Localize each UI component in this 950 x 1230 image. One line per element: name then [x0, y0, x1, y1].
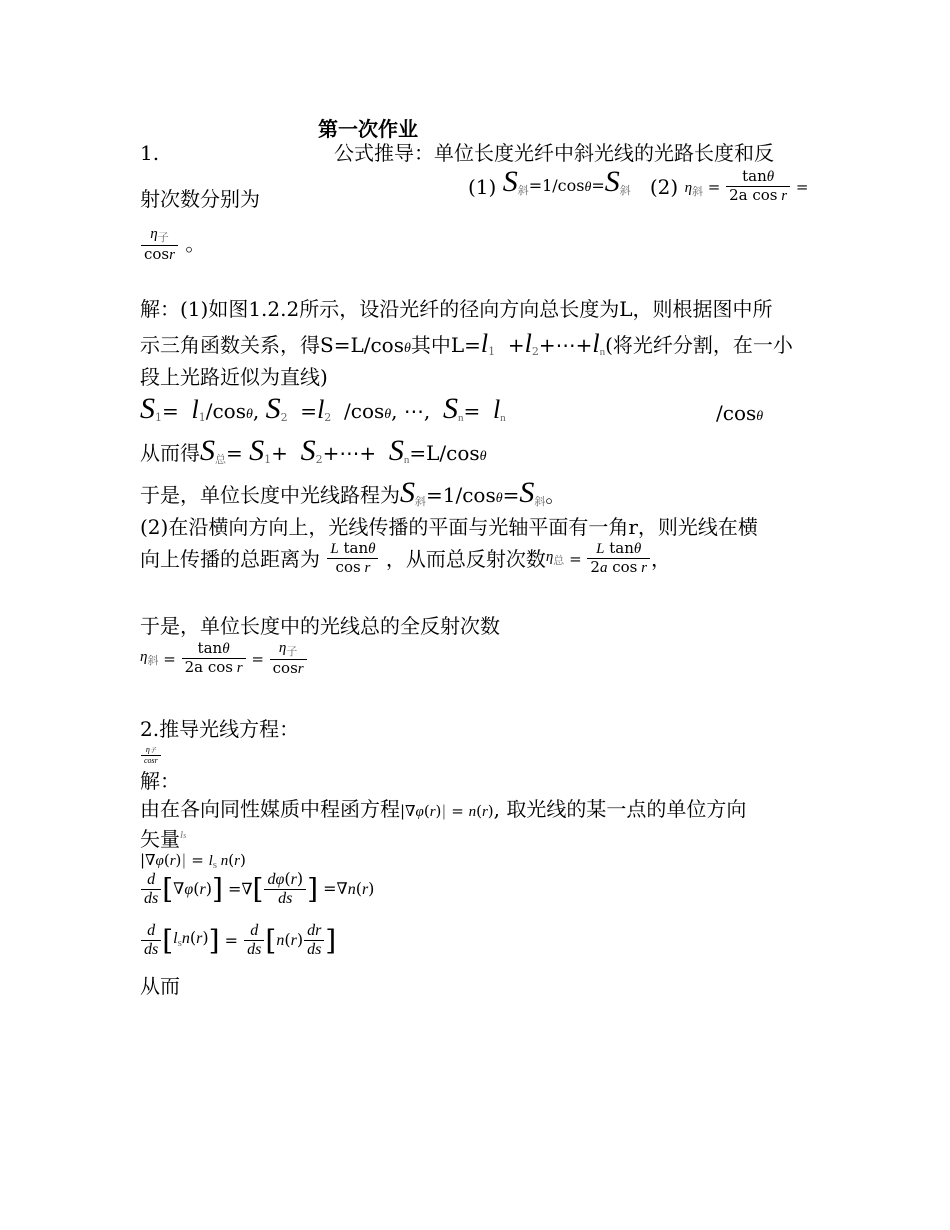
problem1-number: 1.: [140, 141, 160, 165]
solution1-line4: $S_1= l_1/\cos\theta$, $S_2 =l_2$ /cosθ, ⋯, $S_n= l_n$ /cosθ: [140, 392, 764, 425]
solution1-line2: 示三角函数关系，得S=L/cosθ其中$L=l_1$ $+l_2+\cdots+l_n$(将光纤分割，在一小: [140, 329, 793, 358]
problem2-end: 从而: [140, 974, 180, 998]
problem1-line1: [140, 140, 812, 166]
problem1-intro2: 射次数分别为: [140, 187, 260, 211]
formula-1-and-2: (1) $S_斜=1/\cos\theta=S_斜$ (2) $\eta_斜$ = $\frac{\tan\theta}{\text{2a cos r}}$ =: [468, 165, 809, 205]
equation-derivative-1: $\frac{d}{ds}$ [∇φ(r)] =∇[ $\frac{d\varphi(r)}{ds}$ ] =∇n(r): [140, 870, 812, 916]
page-title: 第一次作业: [318, 117, 418, 141]
formula-1-label: (1): [468, 174, 497, 199]
solution1-line10: $\eta_斜$ = $\frac{\tan\theta}{\text{2a cos r}}$ = $\frac{\eta_子}{\cos r}$: [140, 640, 812, 688]
formula-2-continued: $\frac{\eta_子}{\cos r}$: [141, 226, 178, 264]
problem2-line1: 由在各向同性媒质中程函方程|∇φ(r)| = n(r), 取光线的某一点的单位方向: [140, 797, 747, 821]
solution1-line1: 解：(1)如图1.2.2所示，设沿光纤的径向方向总长度为L，则根据图中所: [140, 297, 773, 321]
equation-derivative-2: $\frac{d}{ds}$ $[l_sn(r)]$ = $\frac{d}{ds}$ [n(r) $\frac{dr}{ds}$ ]: [140, 922, 812, 968]
formula-1: $S_斜$: [502, 165, 529, 199]
equation-gradient: $|\nabla\varphi(r)| = l_s$ n(r): [140, 851, 246, 871]
tiny-fraction: $\frac{\text{η子}}{\cos r}$: [140, 741, 812, 767]
problem2-solution-label: 解：: [140, 769, 180, 793]
solution1-line8: 向上传播的总距离为 $\frac{\text{L tanθ}}{\text{cos r}}$ ，从而总反射次数$\eta_总$ = $\frac{\text{L tanθ}}{\text{2a cos r}}$ ，: [140, 539, 671, 577]
solution1-line6: 于是，单位长度中光线路程为$S_斜=1/\cos\theta=S_斜$。: [140, 476, 566, 509]
solution1-line5: 从而得$S_总= S_1+$ $S_2+\cdots+ S_n=L/\cos\theta$: [140, 434, 487, 467]
problem1-line2: [140, 165, 812, 212]
problem1-intro: 公式推导：单位长度光纤中斜光线的光路长度和反: [334, 141, 774, 165]
solution1-line3: 段上光路近似为直线): [140, 365, 328, 389]
problem2-line2: 矢量$^{ls}$: [140, 827, 187, 851]
problem2-title: 2.推导光线方程：: [140, 717, 300, 741]
problem1-line3: [140, 226, 812, 264]
solution1-line9: 于是，单位长度中的光线总的全反射次数: [140, 614, 500, 638]
formula-2-label: (2): [649, 174, 679, 199]
solution1-line7: (2)在沿横向方向上，光线传播的平面与光轴平面有一角r，则光线在横: [140, 515, 758, 539]
period: 。: [185, 231, 206, 256]
formula-2: $\eta_斜$ = $\frac{\tan\theta}{\text{2a cos r}}$ =: [684, 167, 809, 205]
